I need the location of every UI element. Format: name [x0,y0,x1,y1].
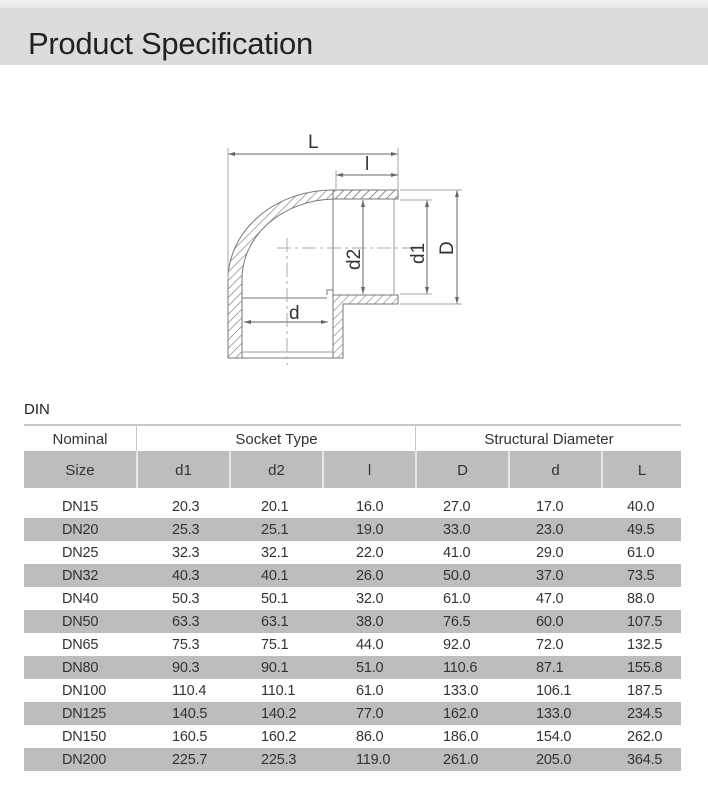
spec-table [24,424,681,771]
cell-l: 16.0 [356,499,384,515]
cell-d: 47.0 [536,591,564,607]
table-row [24,702,681,725]
cell-L: 61.0 [627,545,655,561]
table-row [24,541,681,564]
cell-L: 49.5 [627,522,655,538]
cell-d2: 63.1 [261,614,289,630]
table-row [24,518,681,541]
cell-d: 106.1 [536,683,572,699]
cell-L: 40.0 [627,499,655,515]
cell-d: 72.0 [536,637,564,653]
dim-label-D: D [437,241,458,255]
cell-D: 33.0 [443,522,471,538]
cell-d: 23.0 [536,522,564,538]
cell-d2: 140.2 [261,706,297,722]
cell-size: DN80 [62,660,99,676]
cell-L: 364.5 [627,752,663,768]
cell-l: 38.0 [356,614,384,630]
cell-D: 110.6 [443,660,478,676]
cell-l: 22.0 [356,545,384,561]
cell-d: 17.0 [536,499,564,515]
cell-L: 88.0 [627,591,655,607]
table-row [24,656,681,679]
cell-D: 76.5 [443,614,471,630]
table-row [24,679,681,702]
cell-L: 73.5 [627,568,655,584]
cell-D: 186.0 [443,729,479,745]
cell-d1: 225.7 [172,752,208,768]
dim-label-L: L [308,132,319,153]
cell-l: 77.0 [356,706,384,722]
cell-d2: 32.1 [261,545,289,561]
cell-D: 162.0 [443,706,479,722]
cell-l: 61.0 [356,683,384,699]
cell-d: 133.0 [536,706,572,722]
cell-d2: 110.1 [261,683,296,699]
table-row [24,748,681,771]
table-row [24,564,681,587]
cell-l: 26.0 [356,568,384,584]
cell-l: 119.0 [356,752,391,768]
cell-d1: 140.5 [172,706,208,722]
group-header-nominal: Nominal [52,431,108,448]
cell-d2: 75.1 [261,637,289,653]
cell-l: 44.0 [356,637,384,653]
table-row [24,495,681,518]
cell-L: 155.8 [627,660,663,676]
cell-d1: 40.3 [172,568,200,584]
cell-d: 60.0 [536,614,564,630]
group-header-structural-diameter: Structural Diameter [415,426,682,451]
cell-d1: 50.3 [172,591,200,607]
cell-d1: 110.4 [172,683,207,699]
table-row [24,725,681,748]
cell-size: DN20 [62,522,99,538]
cell-d: 205.0 [536,752,572,768]
cell-D: 61.0 [443,591,471,607]
cell-d: 29.0 [536,545,564,561]
cell-d1: 63.3 [172,614,200,630]
cell-d2: 225.3 [261,752,297,768]
cell-d2: 20.1 [261,499,289,515]
column-header-d2: d2 [229,451,322,488]
cell-size: DN150 [62,729,107,745]
column-header-row [24,451,681,488]
top-shade [0,0,708,8]
cell-D: 92.0 [443,637,471,653]
group-header-row [24,424,681,451]
cell-d: 154.0 [536,729,572,745]
cell-L: 187.5 [627,683,663,699]
cell-size: DN15 [62,499,99,515]
cell-size: DN125 [62,706,107,722]
dim-label-l: l [365,154,370,175]
cell-l: 19.0 [356,522,384,538]
cell-l: 32.0 [356,591,384,607]
page-title: Product Specification [28,26,313,61]
cell-D: 133.0 [443,683,479,699]
table-row [24,633,681,656]
cell-d2: 40.1 [261,568,289,584]
cell-L: 262.0 [627,729,663,745]
cell-d1: 160.5 [172,729,208,745]
cell-d1: 75.3 [172,637,200,653]
cell-size: DN65 [62,637,99,653]
cell-d1: 32.3 [172,545,200,561]
header-band [0,8,708,65]
cell-d2: 160.2 [261,729,297,745]
dim-label-d1: d1 [408,242,429,264]
cell-size: DN200 [62,752,107,768]
cell-D: 261.0 [443,752,479,768]
cell-D: 50.0 [443,568,471,584]
cell-D: 27.0 [443,499,471,515]
cell-l: 86.0 [356,729,384,745]
cell-d1: 20.3 [172,499,200,515]
cell-d: 87.1 [536,660,564,676]
cell-d1: 90.3 [172,660,200,676]
cell-L: 107.5 [627,614,663,630]
cell-d: 37.0 [536,568,564,584]
cell-size: DN32 [62,568,99,584]
table-row [24,610,681,633]
table-body [24,495,681,771]
standard-label: DIN [24,401,50,418]
cell-d2: 50.1 [261,591,289,607]
table-row [24,587,681,610]
cell-d1: 25.3 [172,522,200,538]
cell-size: DN25 [62,545,99,561]
column-header-size: Size [24,451,136,488]
group-header-socket-type: Socket Type [136,426,416,451]
cell-L: 132.5 [627,637,663,653]
cell-L: 234.5 [627,706,663,722]
dim-label-d: d [289,303,300,324]
cell-D: 41.0 [443,545,471,561]
cell-size: DN40 [62,591,99,607]
column-header-D: D [415,451,508,488]
cell-size: DN50 [62,614,99,630]
column-header-d: d [508,451,601,488]
column-header-d1: d1 [136,451,229,488]
elbow-drawing [210,120,480,370]
cell-l: 51.0 [356,660,384,676]
column-header-L: L [601,451,681,488]
cell-size: DN100 [62,683,107,699]
column-header-l: l [322,451,415,488]
cell-d2: 25.1 [261,522,289,538]
dim-label-d2: d2 [344,248,365,270]
cell-d2: 90.1 [261,660,289,676]
